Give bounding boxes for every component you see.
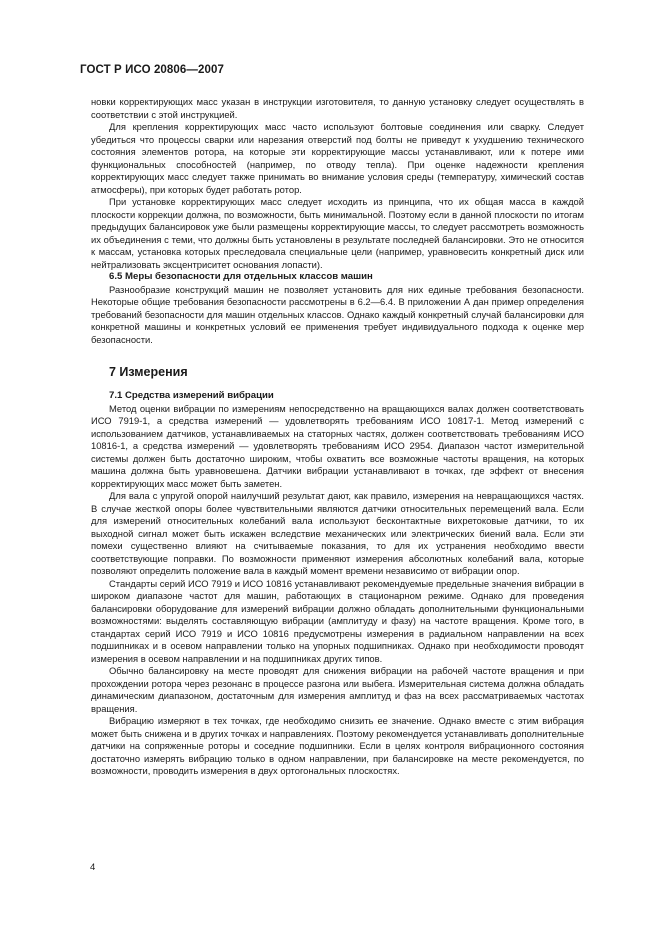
paragraph: Для крепления корректирующих масс часто используют болтовые соединения или сварку. Следует убедиться что процессы сварки или нарезания отверстий под болты не приведут к ухудшению технического состояния элементов ротора, на которые эти корректирующие массы устанавливают, или к потере ими функциональных способностей (например, по отводу тепла). При оценке надежности крепления корректирующих масс следует также принимать во внимание условия среды (температуру, химический состав атмосферы), при которых будет работать ротор. [91,121,584,195]
page-number: 4 [90,862,96,873]
paragraph: Метод оценки вибрации по измерениям непосредственно на вращающихся валах должен соответствовать ИСО 7919-1, а средства измерений — удовлетворять требованиям ИСО 10817-1. Метод измерений с использованием датчиков, устанавливаемых на статорных частях, должен соответствовать требованиям ИСО 10816-1, а средства измерений — удовлетворять требованиям ИСО 2954. Диапазон частот измерительной системы должен быть достаточно широким, чтобы охватить все возможные частоты вращения, на которых машина должна быть уравновешена. Датчики вибрации устанавливают в точках, где эффект от внесения корректирующих масс может быть заметен. [91,402,584,489]
paragraph: При установке корректирующих масс следует исходить из принципа, что их общая масса в каждой плоскости коррекции должна, по возможности, быть минимальной. Поэтому если в данной плоскости по итогам предыдущих балансировок уже были размещены корректирующие массы, то следует рассмотреть возможность их объединения с теми, что должны быть установлены в результате последней балансировки. Это не относится к массам, установка которых преследовала специальные цели (например, уравновесить конкретный диск или нейтрализовать эксцентриситет основания лопасти). [91,196,584,270]
paragraph: Вибрацию измеряют в тех точках, где необходимо снизить ее значение. Однако вместе с этим вибрация может быть снижена и в других точках и направлениях. Поэтому рекомендуется устанавливать дополнительные датчики на сопряженные роторы и соседние подшипники. Если в целях контроля вибрационного состояния достаточно измерять вибрацию только в одном направлении, при балансировке на месте рекомендуется, по возможности, проводить измерения в двух ортогональных плоскостях. [91,715,584,776]
paragraph: Обычно балансировку на месте проводят для снижения вибрации на рабочей частоте вращения и при прохождении ротора через резонанс в процессе разгона или выбега. Измерительная система должна обладать динамическим диапазоном, достаточным для измерения амплитуд и фаз на всех рассматриваемых частотах вращения. [91,665,584,714]
document-header: ГОСТ Р ИСО 20806—2007 [80,64,225,76]
section-heading-6-5: 6.5 Меры безопасности для отдельных классов машин [109,271,373,282]
document-body [91,96,584,778]
paragraph: новки корректирующих масс указан в инструкции изготовителя, то данную установку следует осуществлять в соответствии с этой инструкцией. [91,96,584,120]
paragraph: Для вала с упругой опорой наилучший результат дают, как правило, измерения на невращающихся частях. В случае жесткой опоры более чувствительными являются датчики относительных перемещений вала. Если для измерений относительных колебаний вала используют бесконтактные вихретоковые датчики, то их выходной сигнал может быть искажен вследствие механических или электрических биений вала. Если эти помехи существенно влияют на считываемые показания, то для их устранения необходимо ввести соответствующие поправки. По возможности применяют измерения абсолютных колебаний вала, которые позволяют определить положение вала в каждый момент времени независимо от вибрации опор. [91,490,584,576]
section-heading-7: 7 Измерения [109,365,188,379]
paragraph: Стандарты серий ИСО 7919 и ИСО 10816 устанавливают рекомендуемые предельные значения вибрации в широком диапазоне частот для машин, работающих в стационарном режиме. Однако для проведения балансировки оборудование для измерений вибрации должно обладать дополнительными функциональными возможностями: выделять составляющую вибрации (амплитуду и фазу) на частоте вращения. Кроме того, в стандартах серий ИСО 7919 и ИСО 10816 предусмотрены измерения в радиальном направлении на всех подшипниках и в осевом направлении только на упорных подшипниках. Однако при необходимости проводят измерения в осевом направлении и на подшипниках других типов. [91,577,584,664]
paragraph: Разнообразие конструкций машин не позволяет установить для них единые требования безопасности. Некоторые общие требования безопасности рассмотрены в 6.2—6.4. В приложении А дан пример определения требований безопасности для машин отдельных классов. Однако каждый конкретный случай балансировки для конкретной машины и конкретных условий ее применения требует индивидуального подхода к оценке мер безопасности. [91,283,584,345]
section-heading-7-1: 7.1 Средства измерений вибрации [109,390,274,401]
